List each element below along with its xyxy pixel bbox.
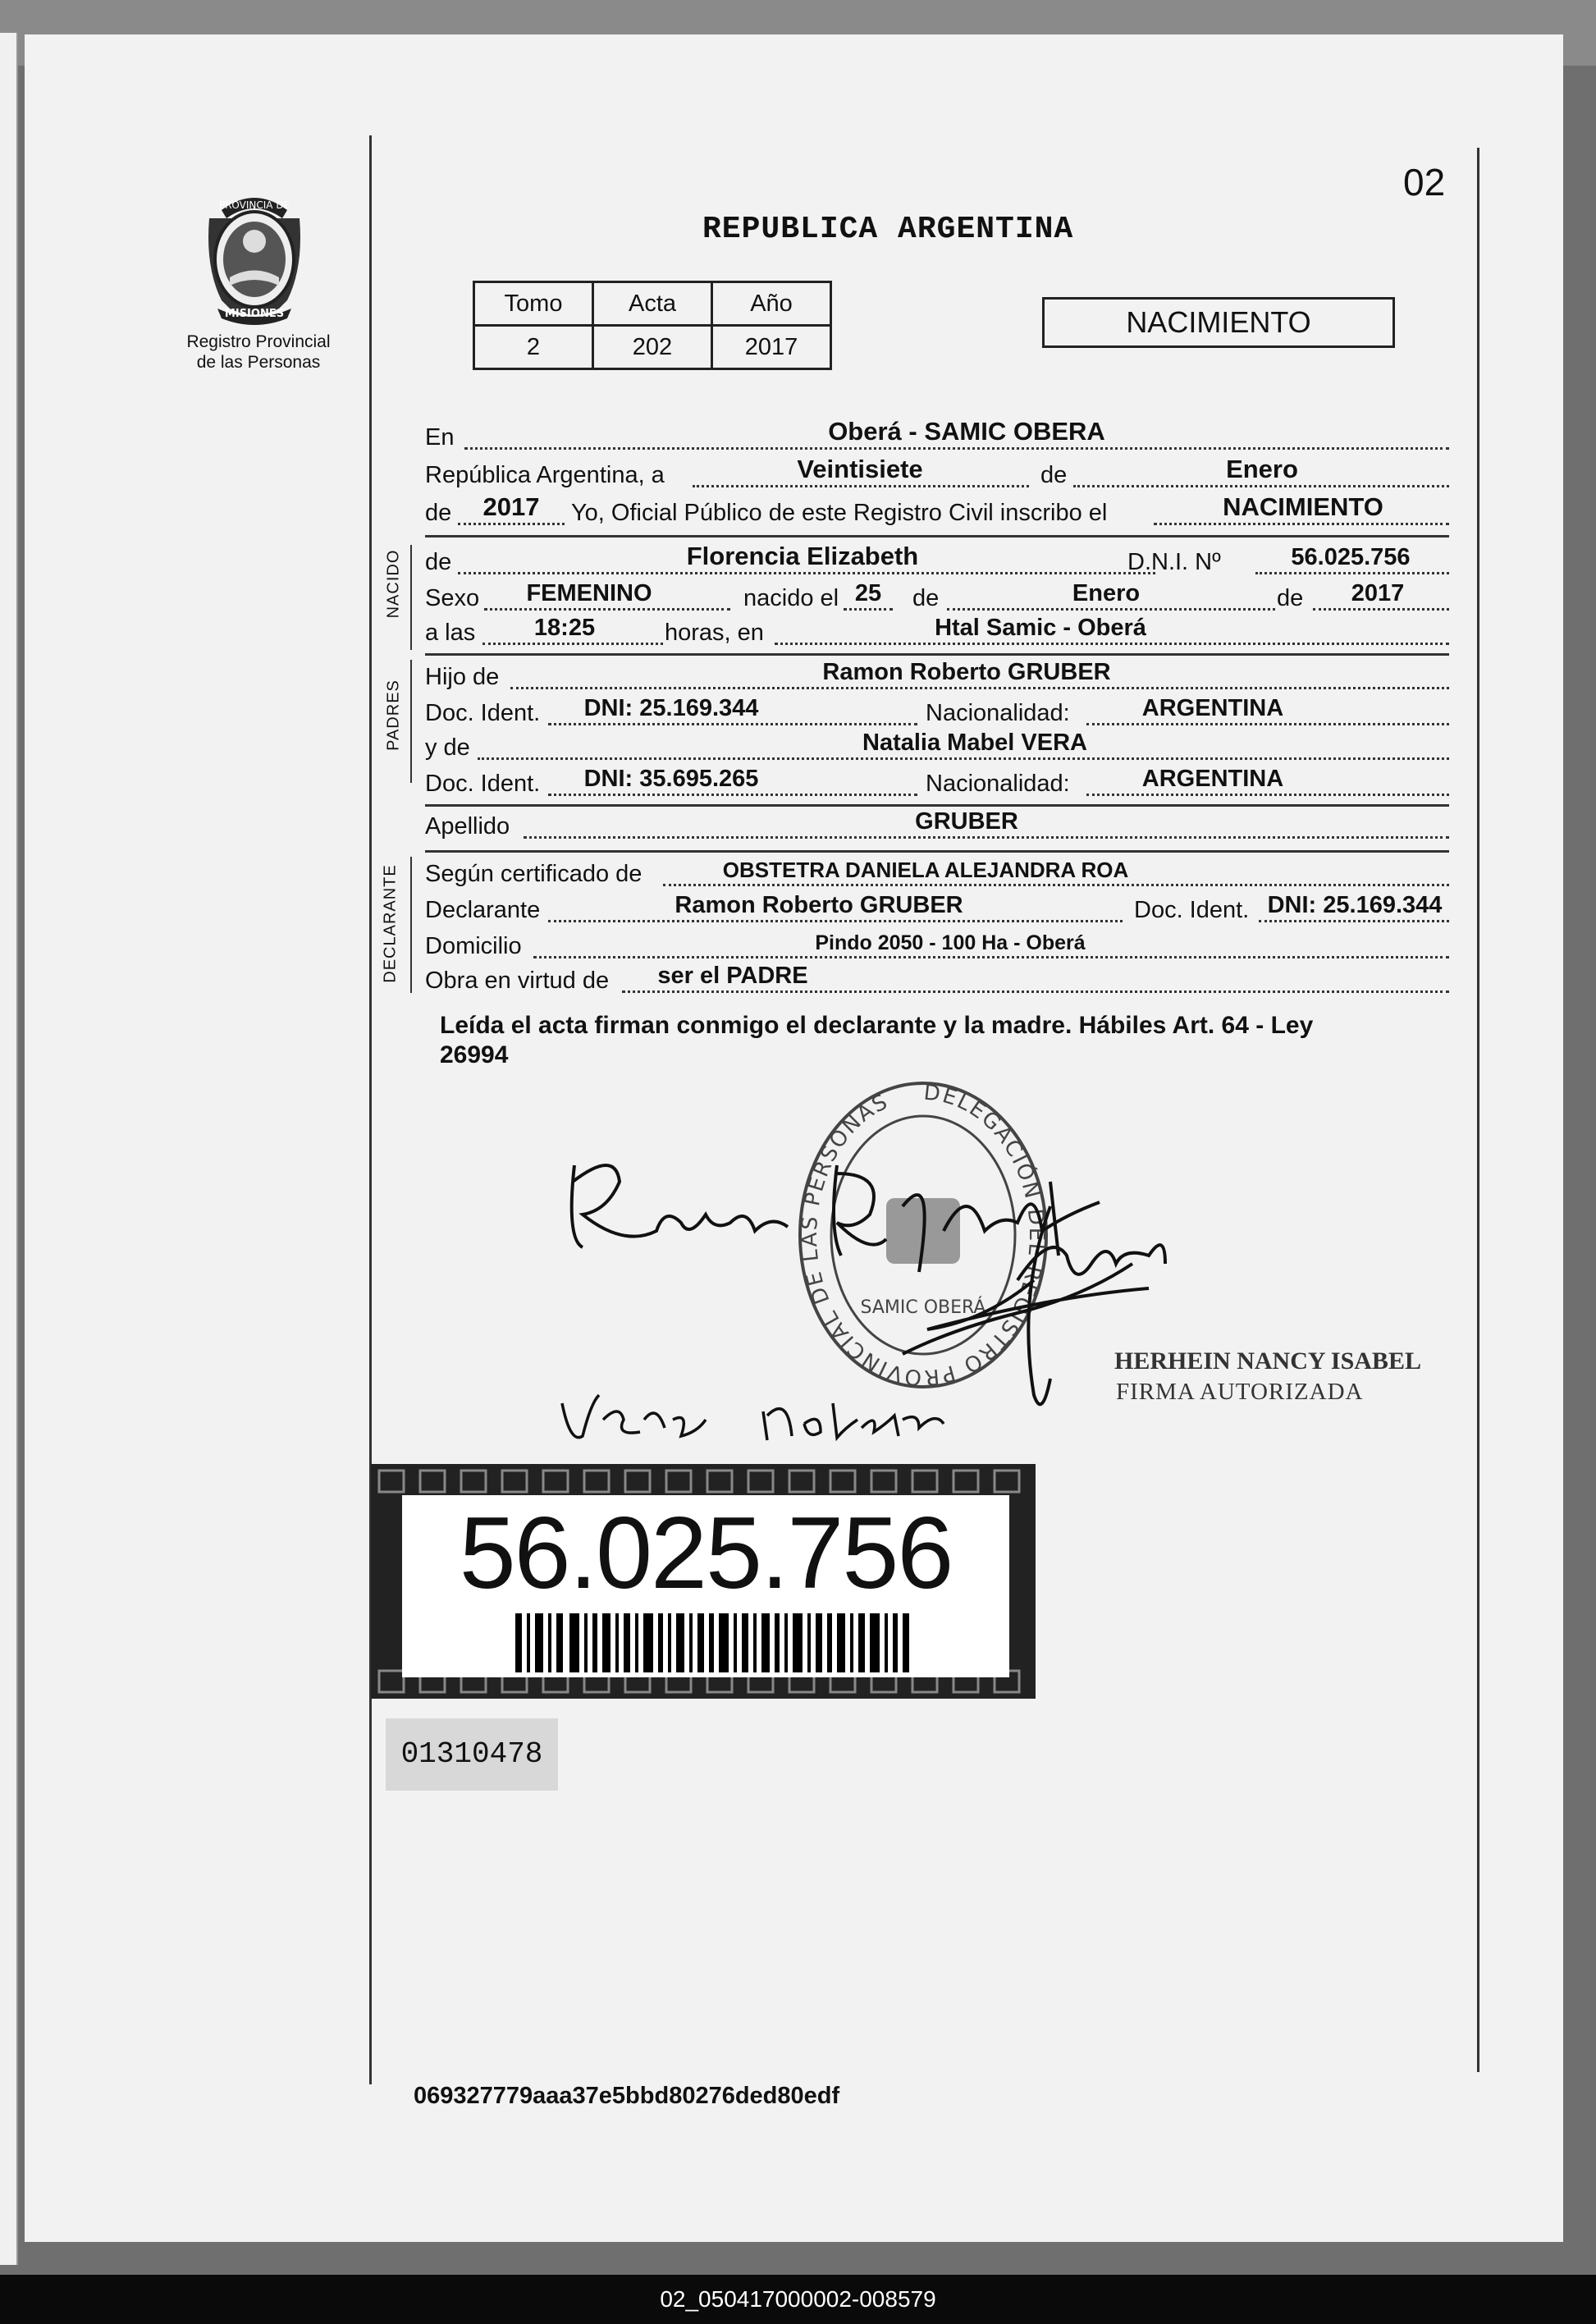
dni-label: D.N.I. Nº	[1127, 549, 1221, 575]
stamp-inner-text: SAMIC OBERÁ	[860, 1297, 986, 1318]
horas-en-label: horas, en	[665, 620, 764, 646]
row-madre	[425, 729, 1451, 763]
side-label-declarante: DECLARANTE	[381, 864, 400, 983]
nacido-de2-label: de	[1277, 585, 1304, 611]
closing-line1: Leída el acta firman conmigo el declarante y la madre. Hábiles Art. 64 - Ley	[440, 1012, 1314, 1039]
madre-doc-value: DNI: 35.695.265	[583, 766, 759, 792]
page-number: 02	[1403, 161, 1446, 204]
anio-header: Año	[712, 282, 831, 326]
domicilio-label: Domicilio	[425, 933, 522, 959]
madre-doc-label: Doc. Ident.	[425, 771, 541, 797]
domicilio-value: Pindo 2050 - 100 Ha - Oberá	[815, 931, 1086, 954]
document-title: REPUBLICA ARGENTINA	[702, 212, 1074, 247]
section-rule-3	[425, 804, 1449, 807]
registry-label	[148, 332, 369, 373]
de2-label: de	[425, 500, 452, 526]
padre-nac-label: Nacionalidad:	[926, 700, 1070, 726]
padre-value: Ramon Roberto GRUBER	[822, 659, 1111, 685]
sticker-label	[402, 1495, 1009, 1677]
section-rule-4	[425, 850, 1449, 853]
row-padre-doc	[425, 694, 1451, 729]
apellido-label: Apellido	[425, 813, 510, 839]
crest-top-text: PROVINCIA DE	[218, 199, 290, 211]
apellido-value: GRUBER	[915, 808, 1018, 835]
row-hijo	[425, 658, 1451, 693]
nacido-de-label: de	[912, 585, 940, 611]
declarante-side-rule	[410, 857, 412, 993]
row-declarante	[425, 891, 1451, 926]
authority-name: HERHEIN NANCY ISABEL	[1114, 1347, 1421, 1375]
sexo-value: FEMENINO	[526, 580, 652, 606]
row-republica	[425, 456, 1451, 491]
volume-record-table	[473, 281, 832, 370]
declarante-value: Ramon Roberto GRUBER	[675, 892, 963, 918]
dni-value: 56.025.756	[1291, 544, 1411, 570]
declarante-doc-label: Doc. Ident.	[1134, 897, 1250, 923]
yde-label: y de	[425, 734, 470, 761]
padre-nac-value: ARGENTINA	[1141, 695, 1284, 721]
barcode-bars-icon	[515, 1613, 909, 1672]
lugar-value: Htal Samic - Oberá	[935, 615, 1146, 641]
nacido-mes: Enero	[1072, 580, 1141, 606]
document-hash: 069327779aaa37e5bbd80276ded80edf	[414, 2083, 840, 2109]
signatures-icon	[558, 1132, 1182, 1477]
mes-value: Enero	[1226, 455, 1298, 483]
dia-value: Veintisiete	[797, 455, 923, 483]
row-en	[425, 419, 1451, 453]
acta-value: 202	[593, 326, 712, 369]
dni-sticker	[371, 1464, 1036, 1699]
registry-label-line1: Registro Provincial	[186, 332, 331, 351]
nacido-dia: 25	[854, 580, 882, 606]
provincial-crest-icon	[197, 185, 312, 325]
crest-bottom-text: MISIONES	[224, 308, 285, 320]
nacido-side-rule	[410, 545, 412, 650]
yo-label: Yo, Oficial Público de este Registro Civil inscribo el	[571, 500, 1108, 526]
side-label-nacido: NACIDO	[384, 549, 403, 619]
act-type-box: NACIMIENTO	[1042, 297, 1395, 348]
row-apellido	[425, 807, 1451, 842]
footer-bar	[0, 2275, 1596, 2324]
side-label-padres: PADRES	[384, 679, 403, 751]
row-madre-doc	[425, 765, 1451, 799]
footer-filename: 02_050417000002-008579	[660, 2286, 936, 2312]
section-rule-1	[425, 535, 1449, 538]
stamp-ring-text: DELEGACIÓN DEL REGISTRO PROVINCIAL DE LAS PERSONAS	[797, 1080, 1049, 1390]
anio-value: 2017	[712, 326, 831, 369]
madre-nac-label: Nacionalidad:	[926, 771, 1070, 797]
row-obra	[425, 962, 1451, 996]
left-margin-rule	[369, 135, 372, 2084]
republica-label: República Argentina, a	[425, 462, 665, 488]
sexo-label: Sexo	[425, 585, 480, 611]
padre-doc-value: DNI: 25.169.344	[583, 695, 759, 721]
a-las-label: a las	[425, 620, 476, 646]
tomo-header: Tomo	[474, 282, 593, 326]
declarante-label: Declarante	[425, 897, 541, 923]
de3-label: de	[425, 549, 452, 575]
row-sexo	[425, 579, 1451, 614]
madre-value: Natalia Mabel VERA	[862, 730, 1087, 756]
nacido-anio: 2017	[1351, 580, 1405, 606]
inscribo-value: NACIMIENTO	[1223, 492, 1383, 521]
row-segun	[425, 855, 1451, 890]
row-anio-inscribo	[425, 494, 1451, 528]
obra-value: ser el PADRE	[657, 963, 808, 989]
control-number: 01310478	[386, 1718, 558, 1791]
closing-statement	[440, 1011, 1425, 1070]
acta-header: Acta	[593, 282, 712, 326]
registry-label-line2: de las Personas	[196, 353, 321, 372]
nacido-label: nacido el	[743, 585, 839, 611]
declarante-doc-value: DNI: 25.169.344	[1267, 892, 1443, 918]
row-domicilio	[425, 927, 1451, 962]
anio-value-text: 2017	[482, 492, 540, 521]
authority-role: FIRMA AUTORIZADA	[1116, 1379, 1364, 1405]
closing-line2: 26994	[440, 1041, 509, 1068]
hijo-label: Hijo de	[425, 664, 500, 690]
padres-side-rule	[410, 660, 412, 783]
en-label: En	[425, 424, 455, 451]
padre-doc-label: Doc. Ident.	[425, 700, 541, 726]
madre-nac-value: ARGENTINA	[1141, 766, 1284, 792]
right-margin-rule	[1477, 148, 1479, 2072]
en-value: Oberá - SAMIC OBERA	[828, 417, 1105, 446]
hora-value: 18:25	[533, 615, 596, 641]
section-rule-2	[425, 653, 1449, 656]
segun-value: OBSTETRA DANIELA ALEJANDRA ROA	[722, 858, 1129, 882]
segun-label: Según certificado de	[425, 861, 643, 887]
row-nombre	[425, 543, 1451, 578]
previous-page-edge	[0, 33, 18, 2265]
row-hora	[425, 614, 1451, 648]
nombre-value: Florencia Elizabeth	[686, 542, 919, 570]
barcode-number: 56.025.756	[459, 1497, 953, 1610]
tomo-value: 2	[474, 326, 593, 369]
obra-label: Obra en virtud de	[425, 968, 610, 994]
de-label: de	[1040, 462, 1068, 488]
